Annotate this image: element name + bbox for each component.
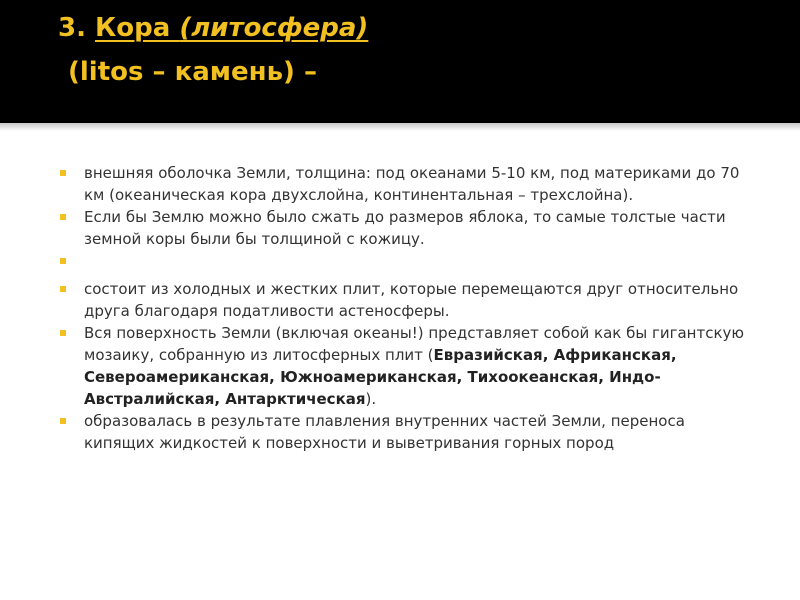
bullet-text: состоит из холодных и жестких плит, которые перемещаются друг относительно друга благодаря податливости астеносферы. <box>84 280 739 320</box>
bullet-marker <box>60 330 66 336</box>
bullet-text: Если бы Землю можно было сжать до размеров яблока, то самые толстые части земной коры были бы толщиной с кожицу. <box>84 208 726 248</box>
title-main-italic: (литосфера) <box>179 13 369 43</box>
bullet-marker <box>60 258 66 264</box>
title-subtitle: (litos – камень) – <box>68 57 317 87</box>
bullet-item-empty <box>60 250 760 278</box>
bullet-item-mosaic <box>60 322 760 410</box>
bullet-marker <box>60 170 66 176</box>
slide-content <box>60 162 760 454</box>
bullet-text-after: ). <box>365 390 377 408</box>
bullet-marker <box>60 286 66 292</box>
title-band <box>0 0 800 123</box>
bullet-item-plates <box>60 278 760 322</box>
bullet-marker <box>60 214 66 220</box>
title-main: Кора <box>95 13 180 43</box>
slide-title <box>58 6 368 94</box>
bullet-text-before: Вся поверхность Земли (включая океаны!) представляет собой как бы гигантскую мозаику, собранную из литосферных плит ( <box>84 324 745 364</box>
title-prefix: 3. <box>58 13 96 43</box>
title-line-1 <box>58 6 368 50</box>
bullet-item-origin <box>60 410 760 454</box>
bullet-text: образовалась в результате плавления внутренних частей Земли, переноса кипящих жидкостей к поверхности и выветривания горных пород <box>84 412 685 452</box>
bullet-text: внешняя оболочка Земли, толщина: под океанами 5-10 км, под материками до 70 км (океаническая кора двухслойна, континентальная – трехслойна). <box>84 164 740 204</box>
bullet-marker <box>60 418 66 424</box>
bullet-item-thickness <box>60 162 760 206</box>
plate-names: Евразийская, Африканская, Североамериканская, Южноамериканская, Тихоокеанская, Индо-Австралийская, Антарктическая <box>84 346 677 408</box>
title-band-shadow <box>0 123 800 131</box>
bullet-list <box>60 162 760 454</box>
bullet-item-apple <box>60 206 760 250</box>
